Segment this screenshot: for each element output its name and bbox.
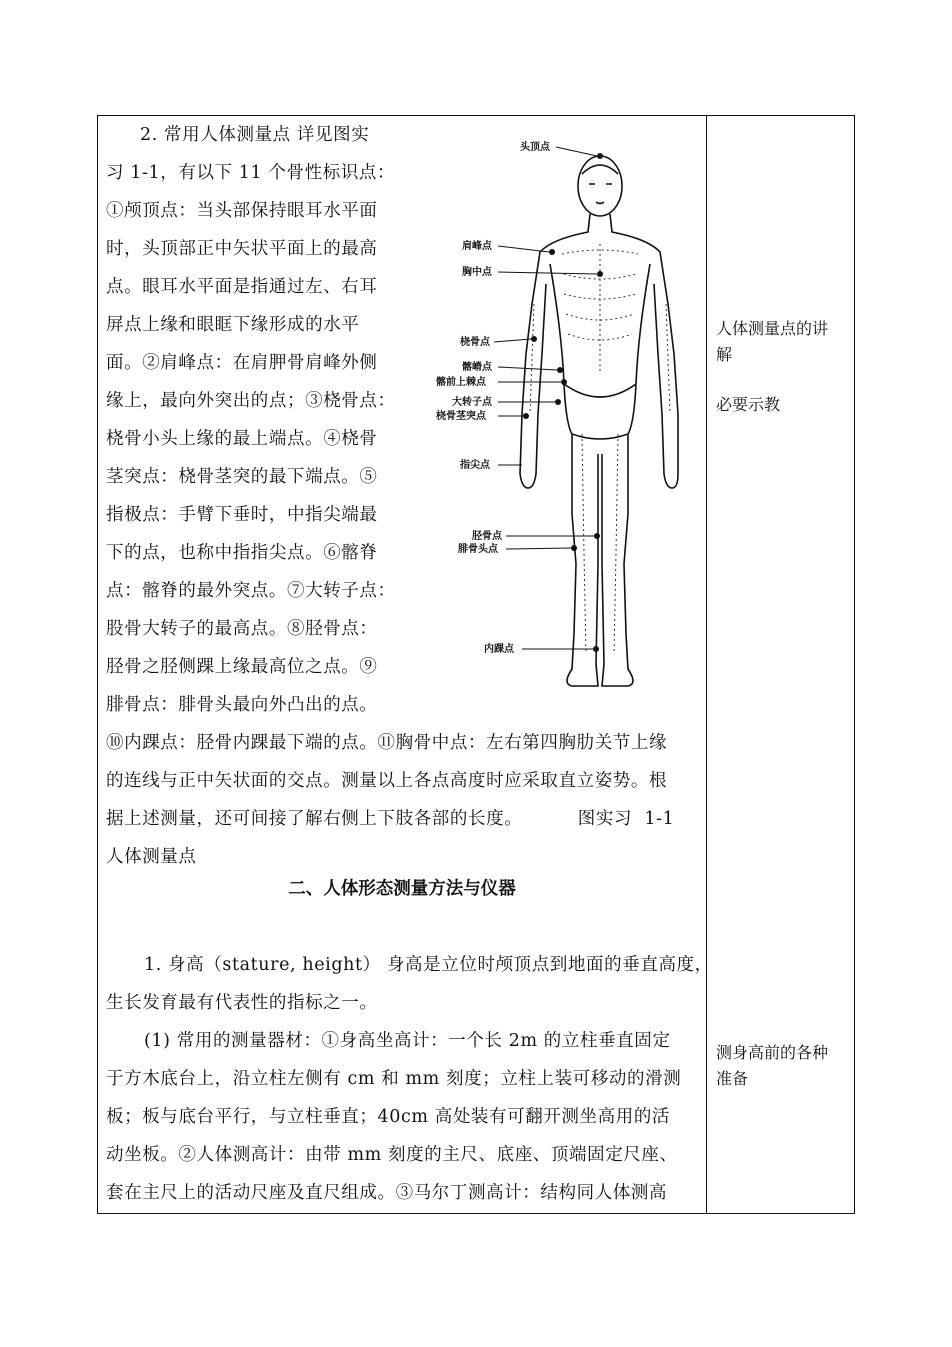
trochanter-dot [555, 399, 561, 405]
label-trochanter: 大转子点 [452, 397, 492, 408]
label-sternum: 胸中点 [462, 267, 492, 278]
figure-caption: 人体测量点 [106, 847, 197, 867]
text-line: ⑩内踝点：胫骨内踝最下端的点。⑪胸骨中点：左右第四胸肋关节上缘 [106, 733, 668, 753]
text-line: 1. 身高（stature, height） 身高是立位时颅顶点到地面的垂直高度， [144, 955, 713, 975]
label-vertex: 头顶点 [520, 142, 550, 153]
acromion-dot [549, 249, 555, 255]
text-line: 套在主尺上的活动尺座及直尺组成。③马尔丁测高计：结构同人体测高 [106, 1183, 668, 1203]
text-line: 习 1-1，有以下 11 个骨性标识点： [106, 163, 396, 183]
text-line: 点。眼耳水平面是指通过左、右耳 [106, 277, 378, 297]
tibiale-dot [594, 533, 600, 539]
fibula-dot [571, 545, 577, 551]
label-tibiale: 胫骨点 [472, 531, 502, 542]
sternum-dot [597, 271, 603, 277]
side-note-preparation: 测身高前的各种准备 [716, 1043, 829, 1088]
text-line: ①颅顶点：当头部保持眼耳水平面 [106, 201, 378, 221]
label-fibula: 腓骨头点 [458, 544, 498, 555]
text-line: 腓骨点：腓骨头最向外凸出的点。 [106, 695, 378, 715]
radiale-dot [531, 336, 537, 342]
text-line: 板；板与底台平行，与立柱垂直；40cm 高处装有可翻开测坐高用的活 [106, 1107, 671, 1127]
text-line: 指极点：手臂下垂时，中指尖端最 [106, 505, 378, 525]
text-line: 2. 常用人体测量点 详见图实 [140, 125, 370, 145]
label-styloid: 桡骨茎突点 [436, 411, 486, 422]
iliac-crest-dot [557, 367, 563, 373]
side-note-explanation: 人体测量点的讲解 [716, 319, 829, 364]
text-line: 生长发育最有代表性的指标之一。 [106, 993, 378, 1013]
text-line: 缘上，最向外突出的点；③桡骨点： [106, 391, 396, 411]
label-iliac-crest: 髂嵴点 [462, 362, 492, 373]
text-line: 于方木底台上，沿立柱左侧有 cm 和 mm 刻度；立柱上装可移动的滑测 [106, 1069, 682, 1089]
body-landmarks-figure [422, 134, 688, 704]
text-line: 桡骨小头上缘的最上端点。④桡骨 [106, 429, 378, 449]
text-line: 下的点，也称中指指尖点。⑥髂脊 [106, 543, 378, 563]
text-line: 动坐板。②人体测高计：由带 mm 刻度的主尺、底座、顶端固定尺座、 [106, 1145, 678, 1165]
label-acromion: 肩峰点 [462, 241, 492, 252]
text-line: 的连线与正中矢状面的交点。测量以上各点高度时应采取直立姿势。根 [106, 771, 668, 791]
label-fingertip: 指尖点 [460, 460, 490, 471]
text-line: 股骨大转子的最高点。⑧胫骨点： [106, 619, 378, 639]
text-line: 屏点上缘和眼眶下缘形成的水平 [106, 315, 360, 335]
vertex-dot [597, 153, 603, 159]
label-iliac-spine: 髂前上棘点 [436, 377, 486, 388]
content-table [97, 115, 855, 1214]
column-divider [706, 116, 707, 1213]
section-heading: 二、人体形态测量方法与仪器 [288, 879, 516, 899]
text-line: (1) 常用的测量器材：①身高坐高计：一个长 2m 的立柱垂直固定 [144, 1031, 671, 1051]
text-line: 面。②肩峰点：在肩胛骨肩峰外侧 [106, 353, 378, 373]
malleolus-dot [593, 646, 599, 652]
text-line: 据上述测量，还可间接了解右侧上下肢各部的长度。 图实习 1-1 [106, 809, 675, 829]
label-radiale: 桡骨点 [460, 337, 490, 348]
text-line: 茎突点：桡骨茎突的最下端点。⑤ [106, 467, 378, 487]
side-note-demo: 必要示教 [716, 395, 781, 414]
text-line: 胫骨之胫侧踝上缘最高位之点。⑨ [106, 657, 378, 677]
label-malleolus: 内踝点 [484, 644, 514, 655]
text-line: 点：髂脊的最外突点。⑦大转子点： [106, 581, 396, 601]
iliac-spine-dot [561, 379, 567, 385]
text-line: 时，头顶部正中矢状平面上的最高 [106, 239, 378, 259]
styloid-dot [523, 413, 529, 419]
